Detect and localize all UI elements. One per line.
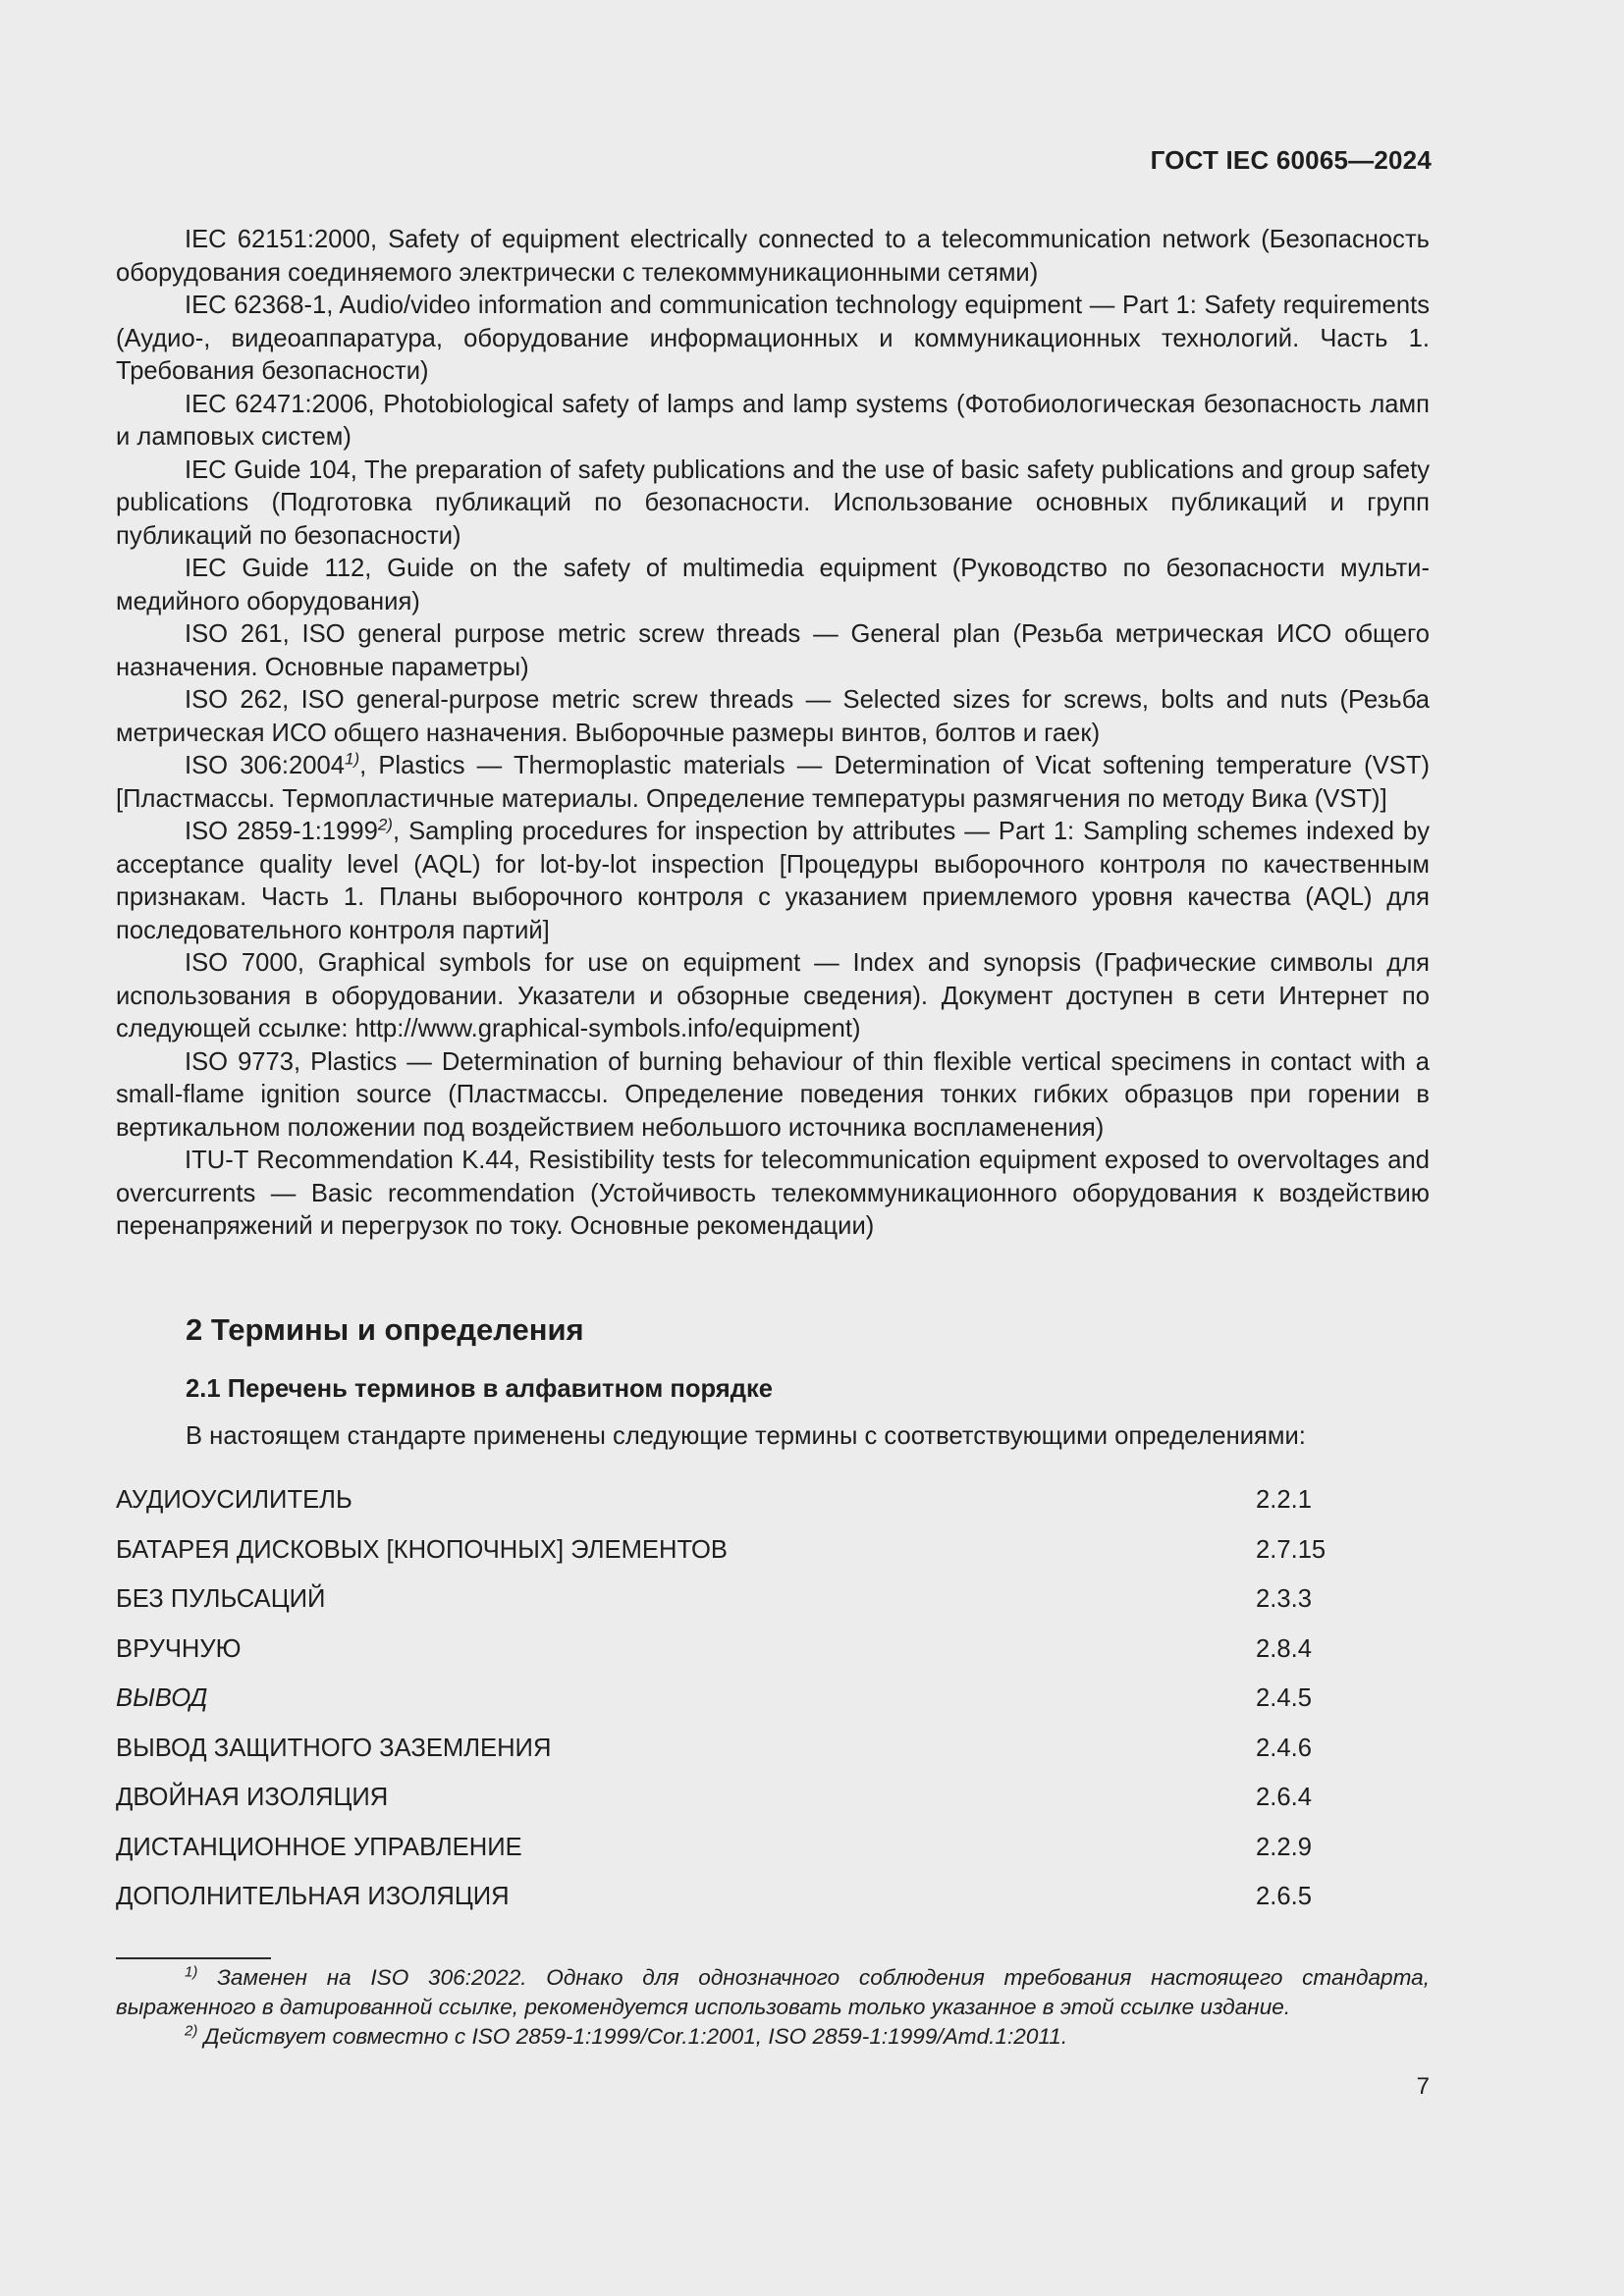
page-number: 7: [1416, 2073, 1430, 2100]
term-name: БЕЗ ПУЛЬСАЦИЙ: [116, 1585, 326, 1613]
term-row: [116, 1725, 1430, 1775]
reference-item: ISO 7000, Graphical symbols for use on equipment — Index and synopsis (Графические символы для использования в оборудовании. Указатели и обзорные сведения). Документ доступен в сети Интернет по следующей ссылке: http://www.graphical-symbols.info/equipment): [116, 949, 1430, 1042]
term-row: [116, 1526, 1430, 1576]
term-row: [116, 1575, 1430, 1626]
reference-item: IEC Guide 104, The preparation of safety publications and the use of basic safety publications and group safety publications (Подготовка публикаций по безопасности. Использование основных публикаций и групп публикаций по безопасности): [116, 455, 1430, 550]
footnotes: [116, 1963, 1430, 2052]
term-row: [116, 1873, 1430, 1923]
section-title: 2 Термины и определения: [186, 1312, 584, 1347]
reference-item: IEC 62151:2000, Safety of equipment electrically connected to a telecommunication network (Безопасность оборудования соединяемого электрически с телекоммуникационными сетями): [116, 226, 1430, 287]
footnote-mark: 2): [377, 815, 393, 834]
footnote-mark: 1): [344, 749, 360, 769]
reference-item: ISO 262, ISO general-purpose metric screw threads — Selected sizes for screws, bolts and nuts (Резьба метрическая ИСО общего назначения. Выборочные размеры винтов, болтов и гаек): [116, 686, 1430, 747]
reference-item: IEC 62368-1, Audio/video information and communication technology equipment — Part 1: Safety requirements (Аудио-, видеоаппаратура, оборудование информационных и коммуникационных технологий. Часть 1. Требования безопасности): [116, 292, 1430, 385]
term-number: 2.6.4: [1256, 1784, 1312, 1811]
term-number: 2.2.1: [1256, 1486, 1312, 1514]
term-name: ДИСТАНЦИОННОЕ УПРАВЛЕНИЕ: [116, 1833, 522, 1861]
term-name: ВЫВОД ЗАЩИТНОГО ЗАЗЕМЛЕНИЯ: [116, 1734, 552, 1762]
reference-item: ISO 261, ISO general purpose metric screw threads — General plan (Резьба метрическая ИСО общего назначения. Основные параметры): [116, 620, 1430, 681]
reference-item: ITU-T Recommendation K.44, Resistibility tests for telecommunication equipment exposed to overvoltages and overcurrents — Basic recommendation (Устойчивость телекоммуникационного оборудования к воздействию перенапряжений и перегрузок по току. Основные рекомендации): [116, 1147, 1430, 1240]
reference-item: ISO 9773, Plastics — Determination of burning behaviour of thin flexible vertical specimens in contact with a small-flame ignition source (Пластмассы. Определение поведения тонких гибких образцов при горении в вертикальном положении под воздействием небольшого источника воспламенения): [116, 1047, 1430, 1142]
reference-item: IEC Guide 112, Guide on the safety of multimedia equipment (Руководство по безопасности мультимедийного оборудования): [116, 555, 1430, 615]
term-name: ДОПОЛНИТЕЛЬНАЯ ИЗОЛЯЦИЯ: [116, 1883, 510, 1910]
term-number: 2.6.5: [1256, 1883, 1312, 1910]
term-row: [116, 1824, 1430, 1874]
term-row: [116, 1774, 1430, 1824]
footnote-divider: [116, 1957, 271, 1959]
footnote-mark: 1): [185, 1963, 198, 1981]
footnote: $^{2)}$ Действует совместно с ISO 2859-1:1999/Cor.1:2001, ISO 2859-1:1999/Amd.1:2011.: [185, 2022, 1068, 2049]
terms-list: [116, 1476, 1430, 1923]
reference-item: ISO 306:2004$^{1)}$, Plastics — Thermoplastic materials — Determination of Vicat softening temperature (VST) [Пластмассы. Термопластичные материалы. Определение температуры размягчения по методу Вика (VST)]: [116, 749, 1430, 813]
term-row: [116, 1626, 1430, 1676]
term-name: ВРУЧНУЮ: [116, 1634, 242, 1663]
term-name: АУДИОУСИЛИТЕЛЬ: [116, 1486, 352, 1514]
footnote-mark: 2): [185, 2022, 198, 2040]
term-number: 2.4.6: [1256, 1734, 1312, 1762]
term-row: [116, 1675, 1430, 1725]
term-number: 2.8.4: [1256, 1634, 1312, 1663]
term-number: 2.4.5: [1256, 1684, 1312, 1712]
document-header: ГОСТ IEC 60065—2024: [1150, 145, 1432, 175]
term-name: ВЫВОД: [116, 1684, 208, 1712]
term-name: ДВОЙНАЯ ИЗОЛЯЦИЯ: [116, 1784, 389, 1811]
reference-item: IEC 62471:2006, Photobiological safety of lamps and lamp systems (Фотобиологическая безопасность ламп и ламповых систем): [116, 390, 1430, 451]
term-name: БАТАРЕЯ ДИСКОВЫХ [КНОПОЧНЫХ] ЭЛЕМЕНТОВ: [116, 1535, 728, 1564]
reference-item: ISO 2859-1:1999$^{2)}$, Sampling procedures for inspection by attributes — Part 1: Sampling schemes indexed by acceptance quality level (AQL) for lot-by-lot inspection [Процедуры выборочного контроля по качественным признакам. Часть 1. Планы выборочного контроля с указанием приемлемого уровня качества (AQL) для последовательного контроля партий]: [116, 815, 1430, 944]
section-intro: В настоящем стандарте применены следующие термины с соответствующими определениями:: [186, 1422, 1306, 1450]
term-number: 2.3.3: [1256, 1585, 1312, 1613]
term-number: 2.2.9: [1256, 1833, 1312, 1861]
term-row: [116, 1476, 1430, 1526]
references-list: [116, 224, 1430, 1244]
subsection-title: 2.1 Перечень терминов в алфавитном порядке: [186, 1375, 773, 1403]
term-number: 2.7.15: [1256, 1535, 1326, 1564]
footnote: $^{1)}$ Заменен на ISO 306:2022. Однако для однозначного соблюдения требования настоящего стандарта, выраженного в датированной ссылке, рекомендуется использовать только указанное в этой ссылке издание.: [116, 1963, 1430, 2019]
